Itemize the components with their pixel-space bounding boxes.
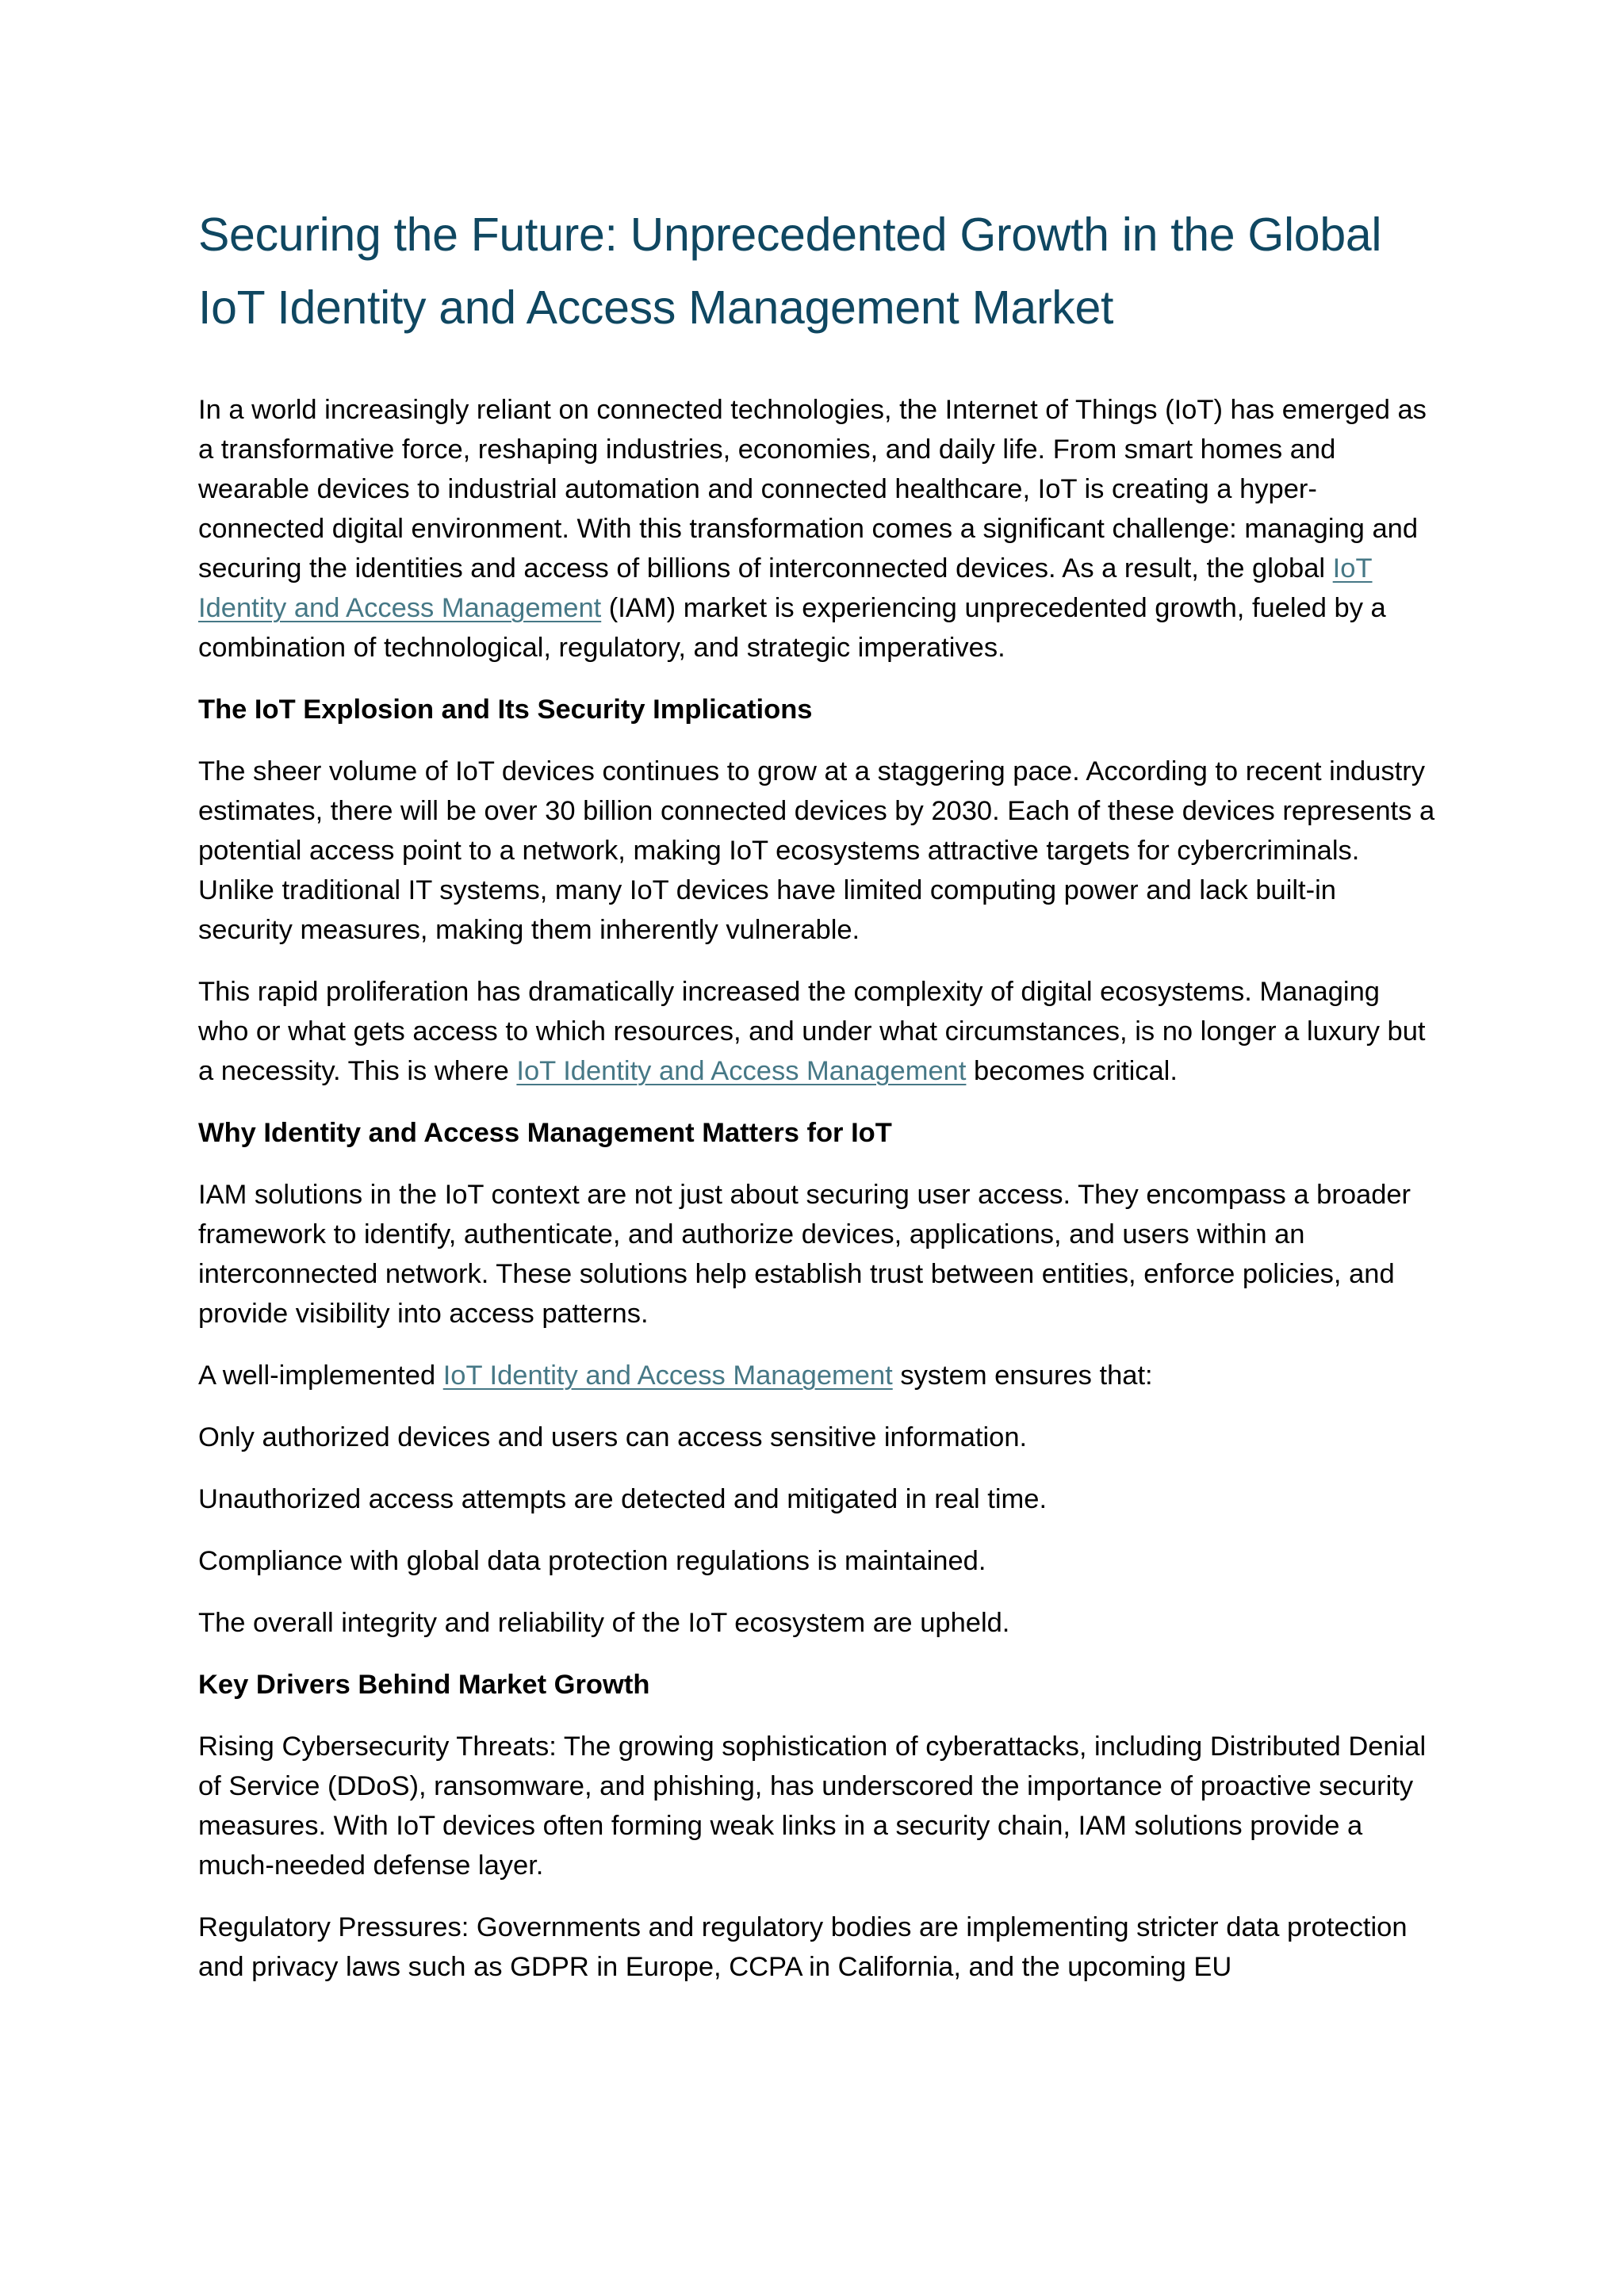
proliferation-text-start: This rapid proliferation has dramatically increased the complexity of digital ecosystems. Managing who or what gets access to which resources, and under what circumstances, is no longer a luxury but a necessity. This is where — [198, 977, 1426, 1086]
proliferation-text-end: becomes critical. — [966, 1056, 1178, 1086]
cybersecurity-threats-paragraph: Rising Cybersecurity Threats: The growing sophistication of cyberattacks, including Distributed Denial of Service (DDoS), ransomware, and phishing, has underscored the importance of proactive security measures. With IoT devices often forming weak links in a security chain, IAM solutions provide a much-needed defense layer. — [198, 1732, 1427, 1881]
ensures-point: Only authorized devices and users can access sensitive information. — [198, 1422, 1028, 1452]
section-heading-iot-explosion: The IoT Explosion and Its Security Implications — [198, 695, 813, 725]
section-heading-why-iam: Why Identity and Access Management Matters for IoT — [198, 1118, 892, 1148]
ensures-paragraph — [198, 1356, 1435, 1395]
ensures-text-end: system ensures that: — [892, 1360, 1153, 1391]
iam-context-paragraph: IAM solutions in the IoT context are not just about securing user access. They encompass a broader framework to identify, authenticate, and authorize devices, applications, and users within an interconnected network. These solutions help establish trust between entities, enforce policies, and provide visibility into access patterns. — [198, 1180, 1411, 1329]
page-title: Securing the Future: Unprecedented Growth in the Global IoT Identity and Access Management Market — [198, 209, 1382, 334]
ensures-point: The overall integrity and reliability of the IoT ecosystem are upheld. — [198, 1608, 1010, 1638]
ensures-point: Compliance with global data protection regulations is maintained. — [198, 1546, 986, 1576]
iam-link-proliferation[interactable]: IoT Identity and Access Management — [516, 1056, 967, 1086]
ensures-text-start: A well-implemented — [198, 1360, 443, 1391]
document-page — [198, 198, 1435, 2009]
iam-link-intro[interactable]: IoT Identity and Access Management — [198, 553, 1373, 623]
ensures-point: Unauthorized access attempts are detected and mitigated in real time. — [198, 1484, 1048, 1514]
iam-link-ensures[interactable]: IoT Identity and Access Management — [442, 1360, 893, 1391]
iot-volume-paragraph: The sheer volume of IoT devices continues to grow at a staggering pace. According to recent industry estimates, there will be over 30 billion connected devices by 2030. Each of these devices represents a potential access point to a network, making IoT ecosystems attractive targets for cybercriminals. Unlike traditional IT systems, many IoT devices have limited computing power and lack built-in security measures, making them inherently vulnerable. — [198, 756, 1435, 945]
section-heading-key-drivers: Key Drivers Behind Market Growth — [198, 1670, 650, 1700]
intro-text-end: (IAM) market is experiencing unprecedented growth, fueled by a combination of technological, regulatory, and strategic imperatives. — [198, 593, 1386, 663]
regulatory-pressures-paragraph: Regulatory Pressures: Governments and regulatory bodies are implementing stricter data protection and privacy laws such as GDPR in Europe, CCPA in California, and the upcoming EU — [198, 1912, 1408, 1982]
proliferation-paragraph — [198, 972, 1435, 1091]
intro-paragraph — [198, 390, 1435, 668]
intro-text-start: In a world increasingly reliant on connected technologies, the Internet of Things (IoT) has emerged as a transformative force, reshaping industries, economies, and daily life. From smart homes and wearable devices to industrial automation and connected healthcare, IoT is creating a hyper-connected digital environment. With this transformation comes a significant challenge: managing and securing the identities and access of billions of interconnected devices. As a result, the global — [198, 395, 1427, 584]
